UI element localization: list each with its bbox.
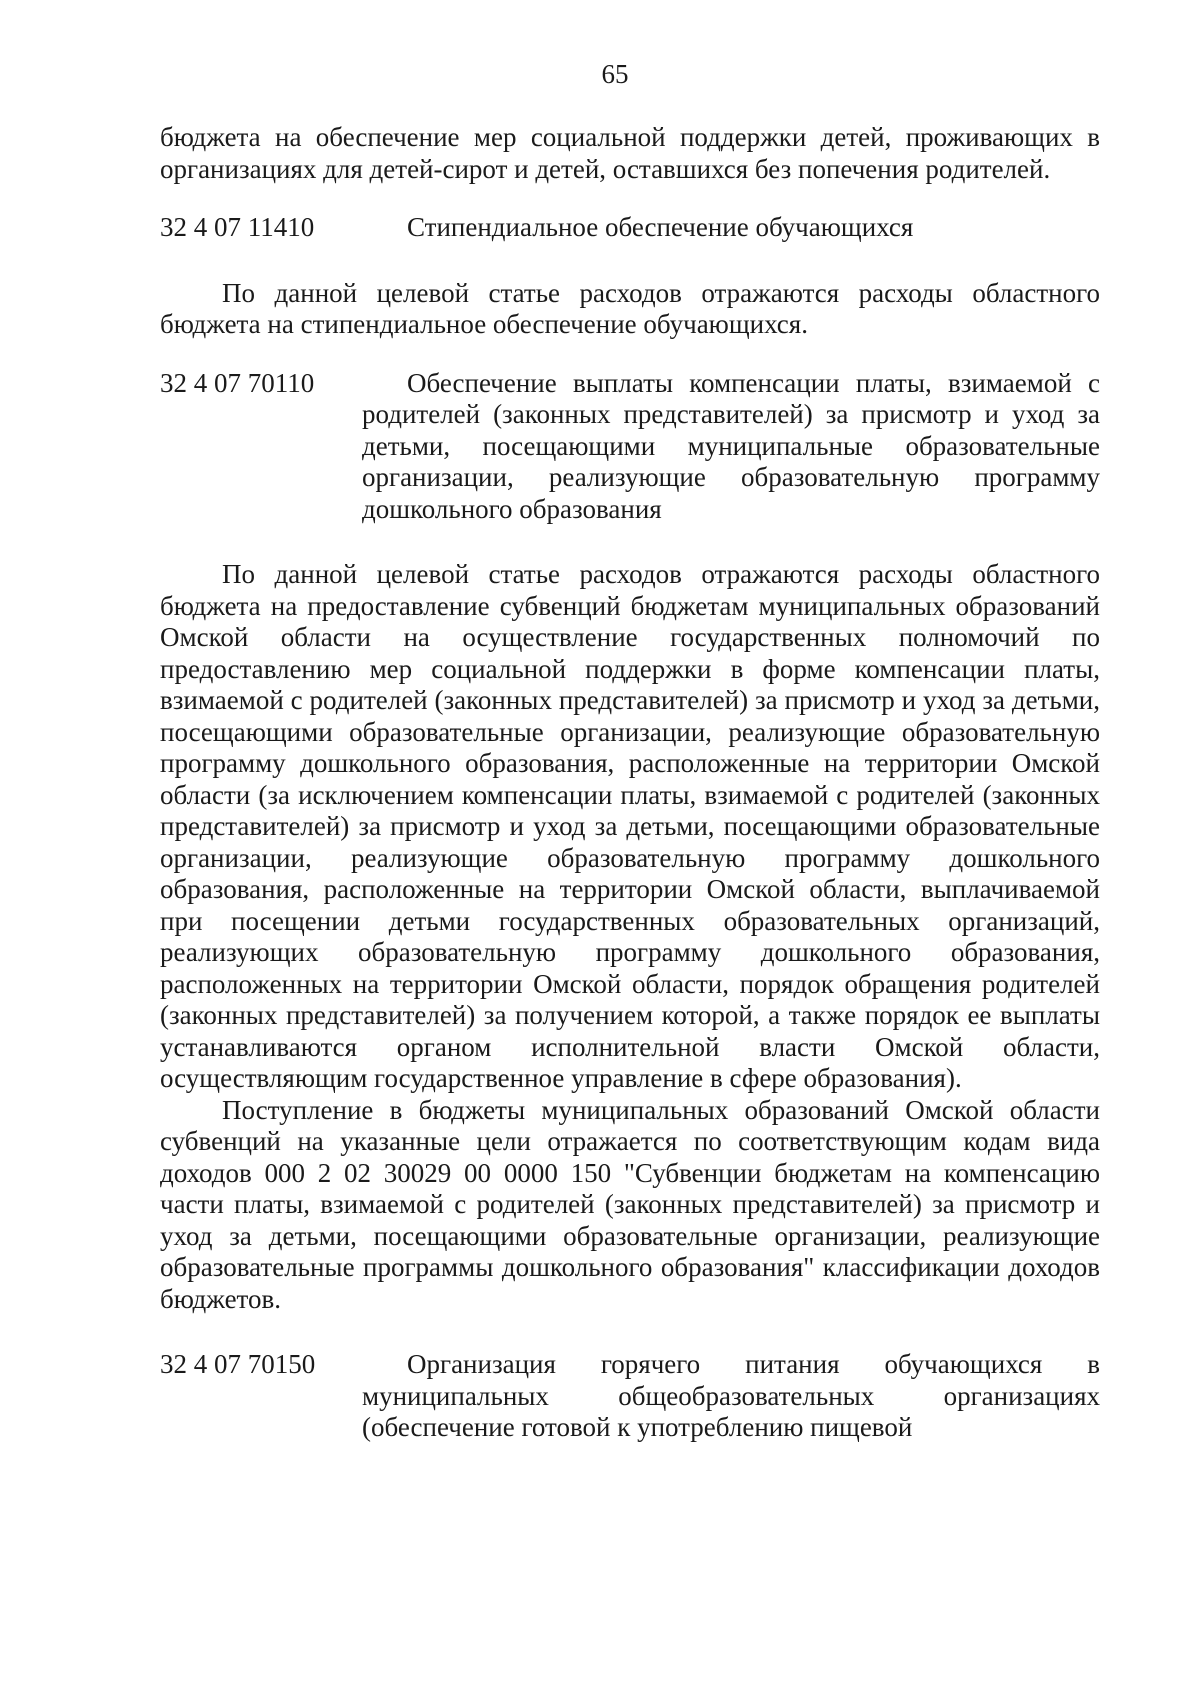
classification-code: 32 4 07 70150 — [160, 1349, 316, 1379]
classification-code: 32 4 07 70110 — [160, 367, 315, 398]
page-number: 65 — [601, 59, 629, 89]
entry-title: Организация горячего питания обучающихся в муниципальных общеобразовательных организациях (обеспечение готовой к употреблению пищевой — [362, 1349, 1100, 1442]
budget-entry — [160, 1349, 1100, 1444]
entry-title: Стипендиальное обеспечение обучающихся — [407, 212, 914, 242]
entry-paragraph: По данной целевой статье расходов отражаются расходы областного бюджета на стипендиальное обеспечение обучающихся. — [160, 277, 1100, 339]
entry-paragraph: Поступление в бюджеты муниципальных образований Омской области субвенций на указанные цели отражается по соответствующим кодам вида доходов 000 2 02 30029 00 0000 150 "Субвенции бюджетам на компенсацию части платы, взимаемой с родителей (законных представителей) за присмотр и уход за детьми, посещающими образовательные организации, реализующие образовательные программы дошкольного образования" классификации доходов бюджетов. — [160, 1094, 1100, 1314]
budget-entry — [160, 368, 1100, 526]
entry-title: Обеспечение выплаты компенсации платы, взимаемой с родителей (законных представителей) за присмотр и уход за детьми, посещающими муниципальные образовательные организации, реализующие образовательную программу дошкольного образования — [362, 367, 1100, 524]
intro-paragraph: бюджета на обеспечение мер социальной поддержки детей, проживающих в организациях для детей-сирот и детей, оставшихся без попечения родителей. — [160, 122, 1100, 184]
document-body — [160, 122, 1100, 1444]
budget-entry — [160, 212, 1100, 244]
classification-code: 32 4 07 11410 — [160, 212, 315, 242]
entry-paragraph: По данной целевой статье расходов отражаются расходы областного бюджета на предоставление субвенций бюджетам муниципальных образований Омской области на осуществление государственных полномочий по предоставлению мер социальной поддержки в форме компенсации платы, взимаемой с родителей (законных представителей) за присмотр и уход за детьми, посещающими образовательные организации, реализующие образовательную программу дошкольного образования, расположенные на территории Омской области (за исключением компенсации платы, взимаемой с родителей (законных представителей) за присмотр и уход за детьми, посещающими образовательные организации, реализующие образовательную программу дошкольного образования, расположенные на территории Омской области, выплачиваемой при посещении детьми государственных образовательных организаций, реализующих образовательную программу дошкольного образования, расположенных на территории Омской области, порядок обращения родителей (законных представителей) за получением которой, а также порядок ее выплаты устанавливаются органом исполнительной власти Омской области, осуществляющим государственное управление в сфере образования). — [160, 559, 1100, 1093]
